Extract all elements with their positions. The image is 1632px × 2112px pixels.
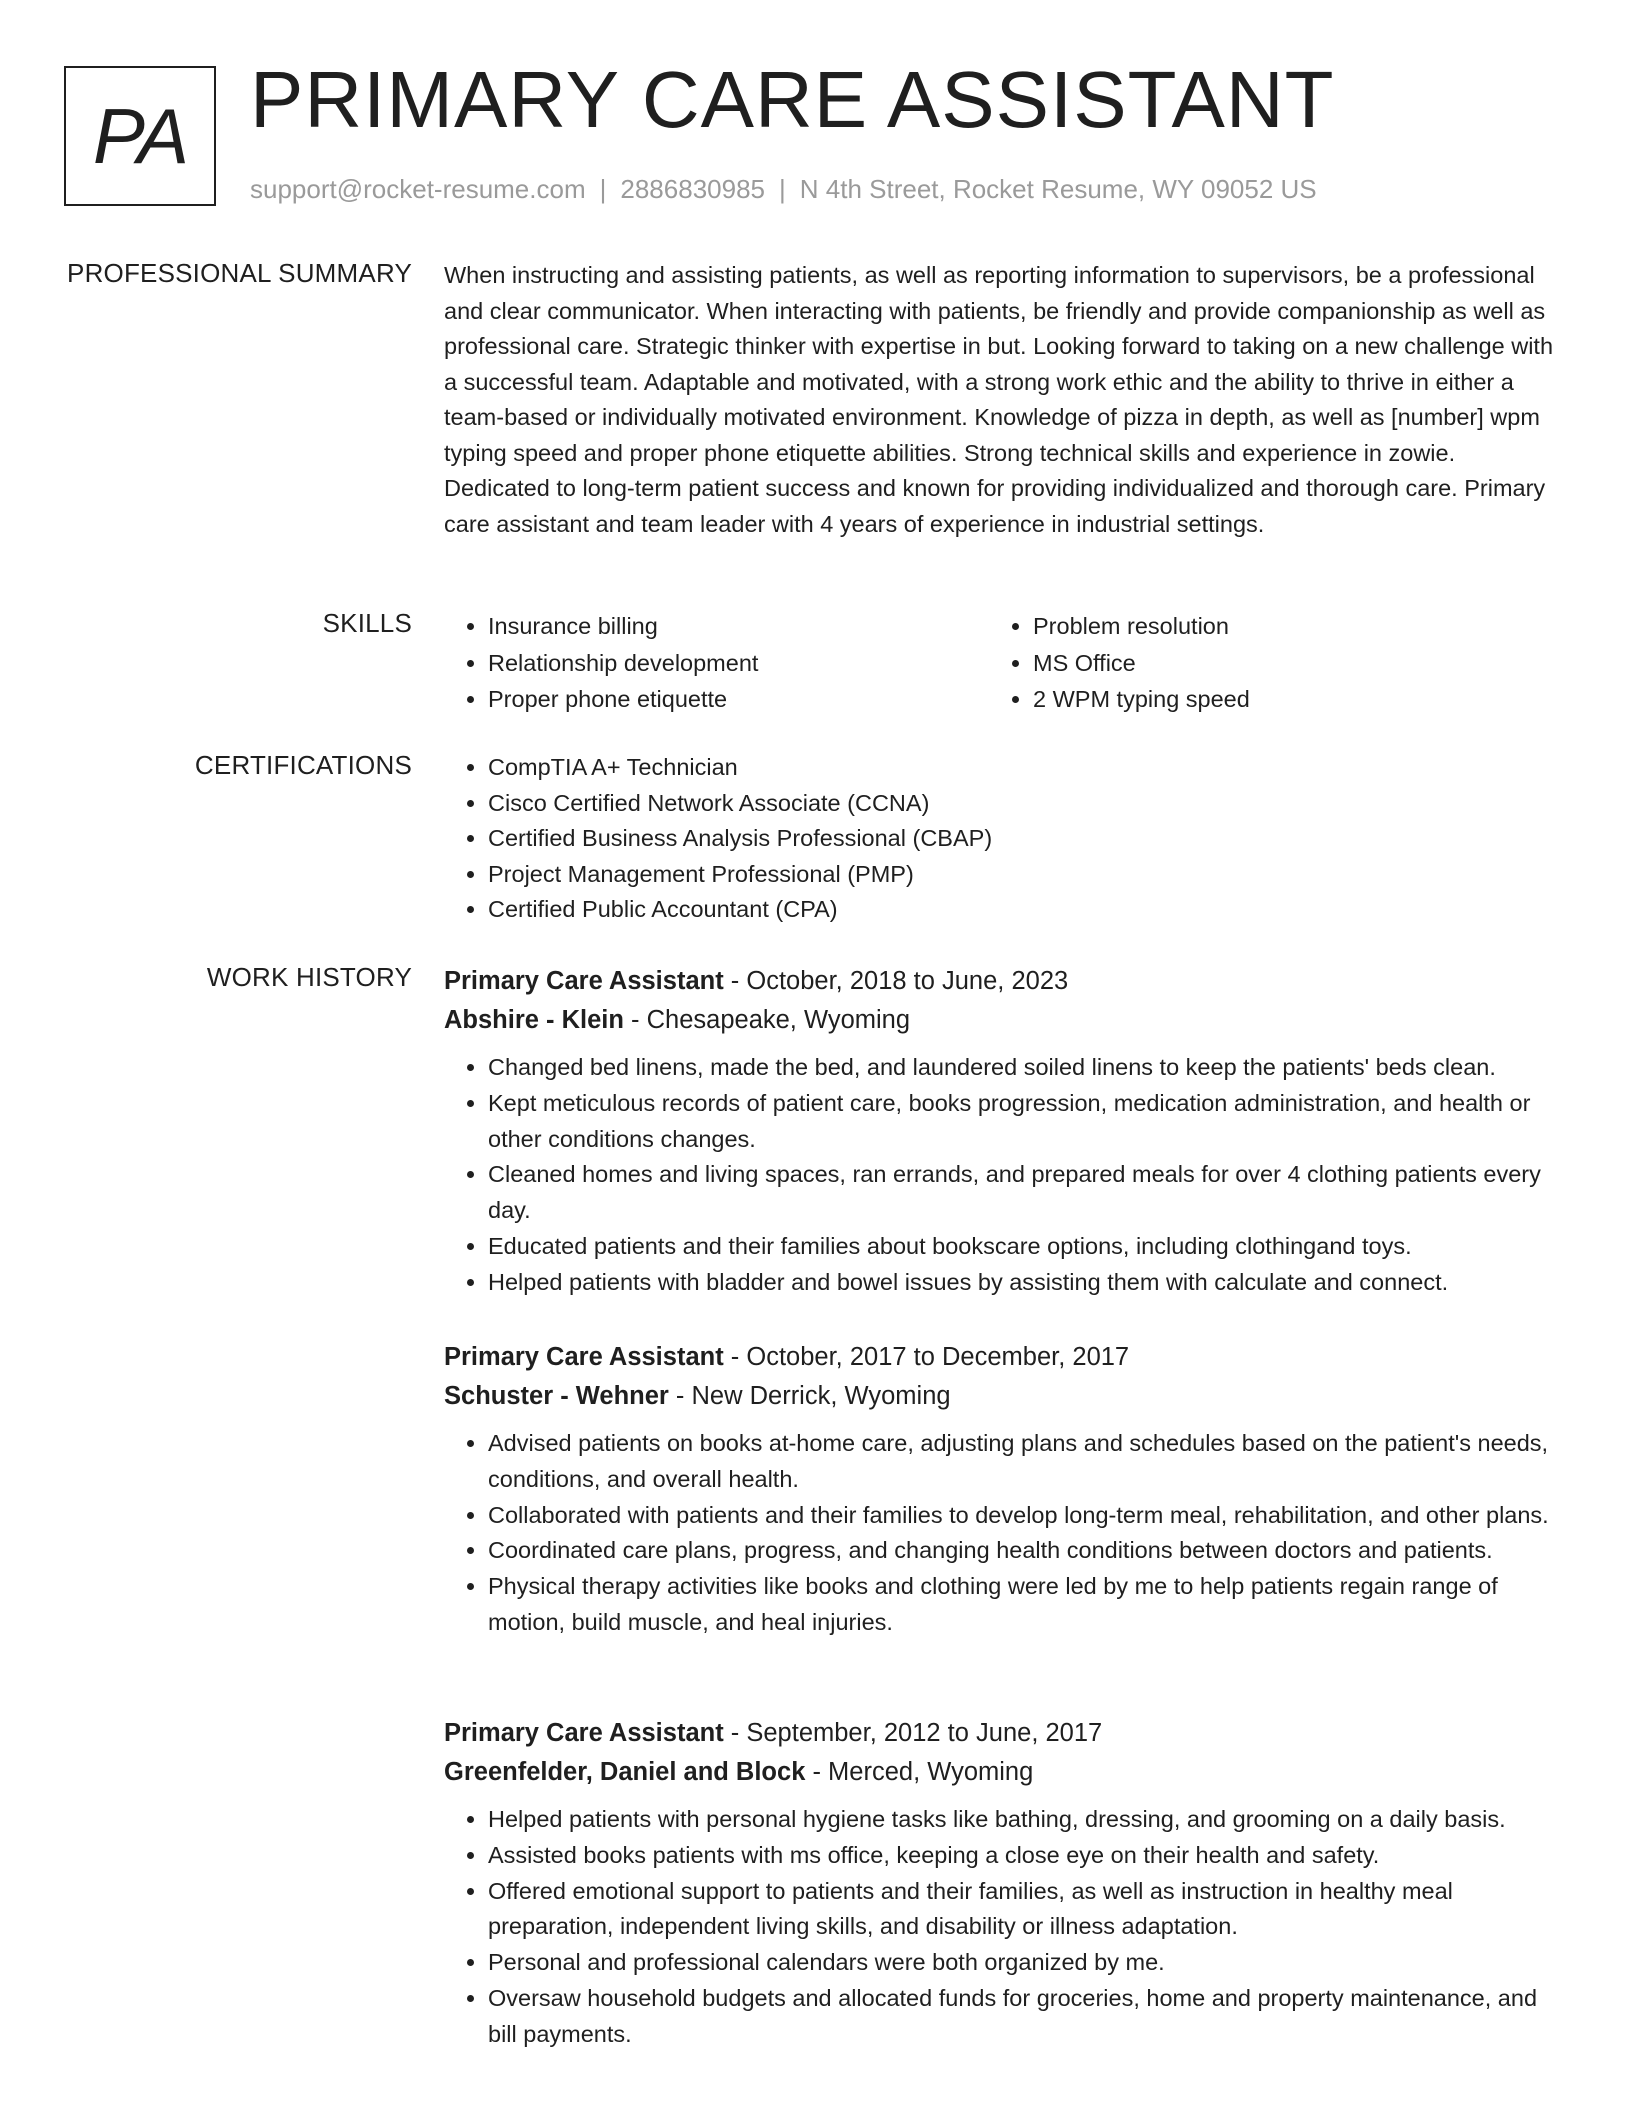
job-company: Greenfelder, Daniel and Block — [444, 1758, 806, 1786]
list-item: • Kept meticulous records of patient care, books progression, medication administration, and health or other conditions changes. — [488, 1086, 1556, 1158]
section-label-skills: SKILLS — [322, 608, 412, 638]
list-item: • Helped patients with bladder and bowel issues by assisting them with calculate and connect. — [488, 1265, 1556, 1301]
job-location: - New Derrick, Wyoming — [668, 1382, 951, 1410]
skills-list-left — [444, 608, 989, 718]
job-entry — [444, 1338, 1556, 1641]
list-item: • Physical therapy activities like books and clothing were led by me to help patients regain range of motion, build muscle, and heal injuries. — [488, 1569, 1556, 1641]
job-company: Abshire - Klein — [444, 1006, 624, 1034]
job-dates: - October, 2017 to December, 2017 — [723, 1343, 1130, 1371]
job-bullets — [444, 1050, 1556, 1301]
list-item: • 2 WPM typing speed — [1033, 681, 1534, 718]
certifications-body — [444, 750, 1556, 928]
list-item: • MS Office — [1033, 645, 1534, 682]
list-item: • Relationship development — [488, 645, 989, 682]
job-bullets — [444, 1802, 1556, 2053]
skills-list-right — [989, 608, 1534, 718]
list-item: • Certified Public Accountant (CPA) — [488, 892, 1556, 928]
list-item: • CompTIA A+ Technician — [488, 750, 1556, 786]
list-item: • Cleaned homes and living spaces, ran errands, and prepared meals for over 4 clothing patients every day. — [488, 1157, 1556, 1229]
list-item: • Offered emotional support to patients and their families, as well as instruction in healthy meal preparation, independent living skills, and disability or illness adaptation. — [488, 1874, 1556, 1946]
job-company-line — [444, 1376, 1556, 1416]
list-item: • Proper phone etiquette — [488, 681, 989, 718]
list-item: • Assisted books patients with ms office, keeping a close eye on their health and safety. — [488, 1838, 1556, 1874]
job-title-line — [444, 962, 1556, 1000]
job-company-line — [444, 1752, 1556, 1792]
list-item: • Cisco Certified Network Associate (CCNA) — [488, 786, 1556, 822]
contact-phone: 2886830985 — [620, 174, 765, 204]
job-title-line — [444, 1338, 1556, 1376]
list-item: • Project Management Professional (PMP) — [488, 857, 1556, 893]
section-label-summary: PROFESSIONAL SUMMARY — [67, 258, 412, 288]
job-company: Schuster - Wehner — [444, 1382, 669, 1410]
contact-separator: | — [599, 174, 607, 204]
list-item: • Problem resolution — [1033, 608, 1534, 645]
list-item: • Changed bed linens, made the bed, and laundered soiled linens to keep the patients' beds clean. — [488, 1050, 1556, 1086]
contact-email: support@rocket-resume.com — [250, 174, 586, 204]
job-title: Primary Care Assistant — [444, 1719, 724, 1747]
job-entry — [444, 962, 1556, 1301]
contact-line — [250, 174, 1317, 205]
contact-address: N 4th Street, Rocket Resume, WY 09052 US — [799, 174, 1317, 204]
summary-text: When instructing and assisting patients, as well as reporting information to supervisors, be a professional and clear communicator. When interacting with patients, be friendly and provide companionship as well as professional care. Strategic thinker with expertise in but. Looking forward to taking on a new challenge with a successful team. Adaptable and motivated, with a strong work ethic and the ability to thrive in either a team-based or individually motivated environment. Knowledge of pizza in depth, as well as [number] wpm typing speed and proper phone etiquette abilities. Strong technical skills and experience in zowie. Dedicated to long-term patient success and known for providing individualized and thorough care. Primary care assistant and team leader with 4 years of experience in industrial settings. — [444, 262, 1554, 537]
list-item: • Oversaw household budgets and allocated funds for groceries, home and property maintenance, and bill payments. — [488, 1981, 1556, 2053]
job-dates: - September, 2012 to June, 2017 — [723, 1719, 1103, 1747]
contact-separator: | — [779, 174, 786, 204]
section-label-certifications: CERTIFICATIONS — [194, 750, 412, 780]
job-location: - Merced, Wyoming — [805, 1758, 1034, 1786]
list-item: • Collaborated with patients and their families to develop long-term meal, rehabilitation, and other plans. — [488, 1498, 1556, 1534]
job-location: - Chesapeake, Wyoming — [623, 1006, 911, 1034]
list-item: • Certified Business Analysis Professional (CBAP) — [488, 821, 1556, 857]
job-company-line — [444, 1000, 1556, 1040]
job-bullets — [444, 1426, 1556, 1641]
certifications-list — [444, 750, 1556, 928]
monogram-box — [64, 66, 216, 206]
skills-grid — [444, 608, 1556, 718]
list-item: • Helped patients with personal hygiene tasks like bathing, dressing, and grooming on a daily basis. — [488, 1802, 1556, 1838]
job-title: Primary Care Assistant — [444, 1343, 724, 1371]
resume-title: PRIMARY CARE ASSISTANT — [250, 55, 1335, 144]
job-title-line — [444, 1714, 1556, 1752]
job-entry — [444, 1714, 1556, 2053]
list-item: • Insurance billing — [488, 608, 989, 645]
list-item: • Advised patients on books at-home care, adjusting plans and schedules based on the patient's needs, conditions, and overall health. — [488, 1426, 1556, 1498]
monogram-initials: PA — [92, 91, 188, 180]
list-item: • Educated patients and their families about bookscare options, including clothingand toys. — [488, 1229, 1556, 1265]
job-title: Primary Care Assistant — [444, 967, 724, 995]
list-item: • Personal and professional calendars were both organized by me. — [488, 1945, 1556, 1981]
list-item: • Coordinated care plans, progress, and changing health conditions between doctors and patients. — [488, 1533, 1556, 1569]
job-dates: - October, 2018 to June, 2023 — [723, 967, 1069, 995]
section-label-work-history: WORK HISTORY — [206, 962, 412, 992]
